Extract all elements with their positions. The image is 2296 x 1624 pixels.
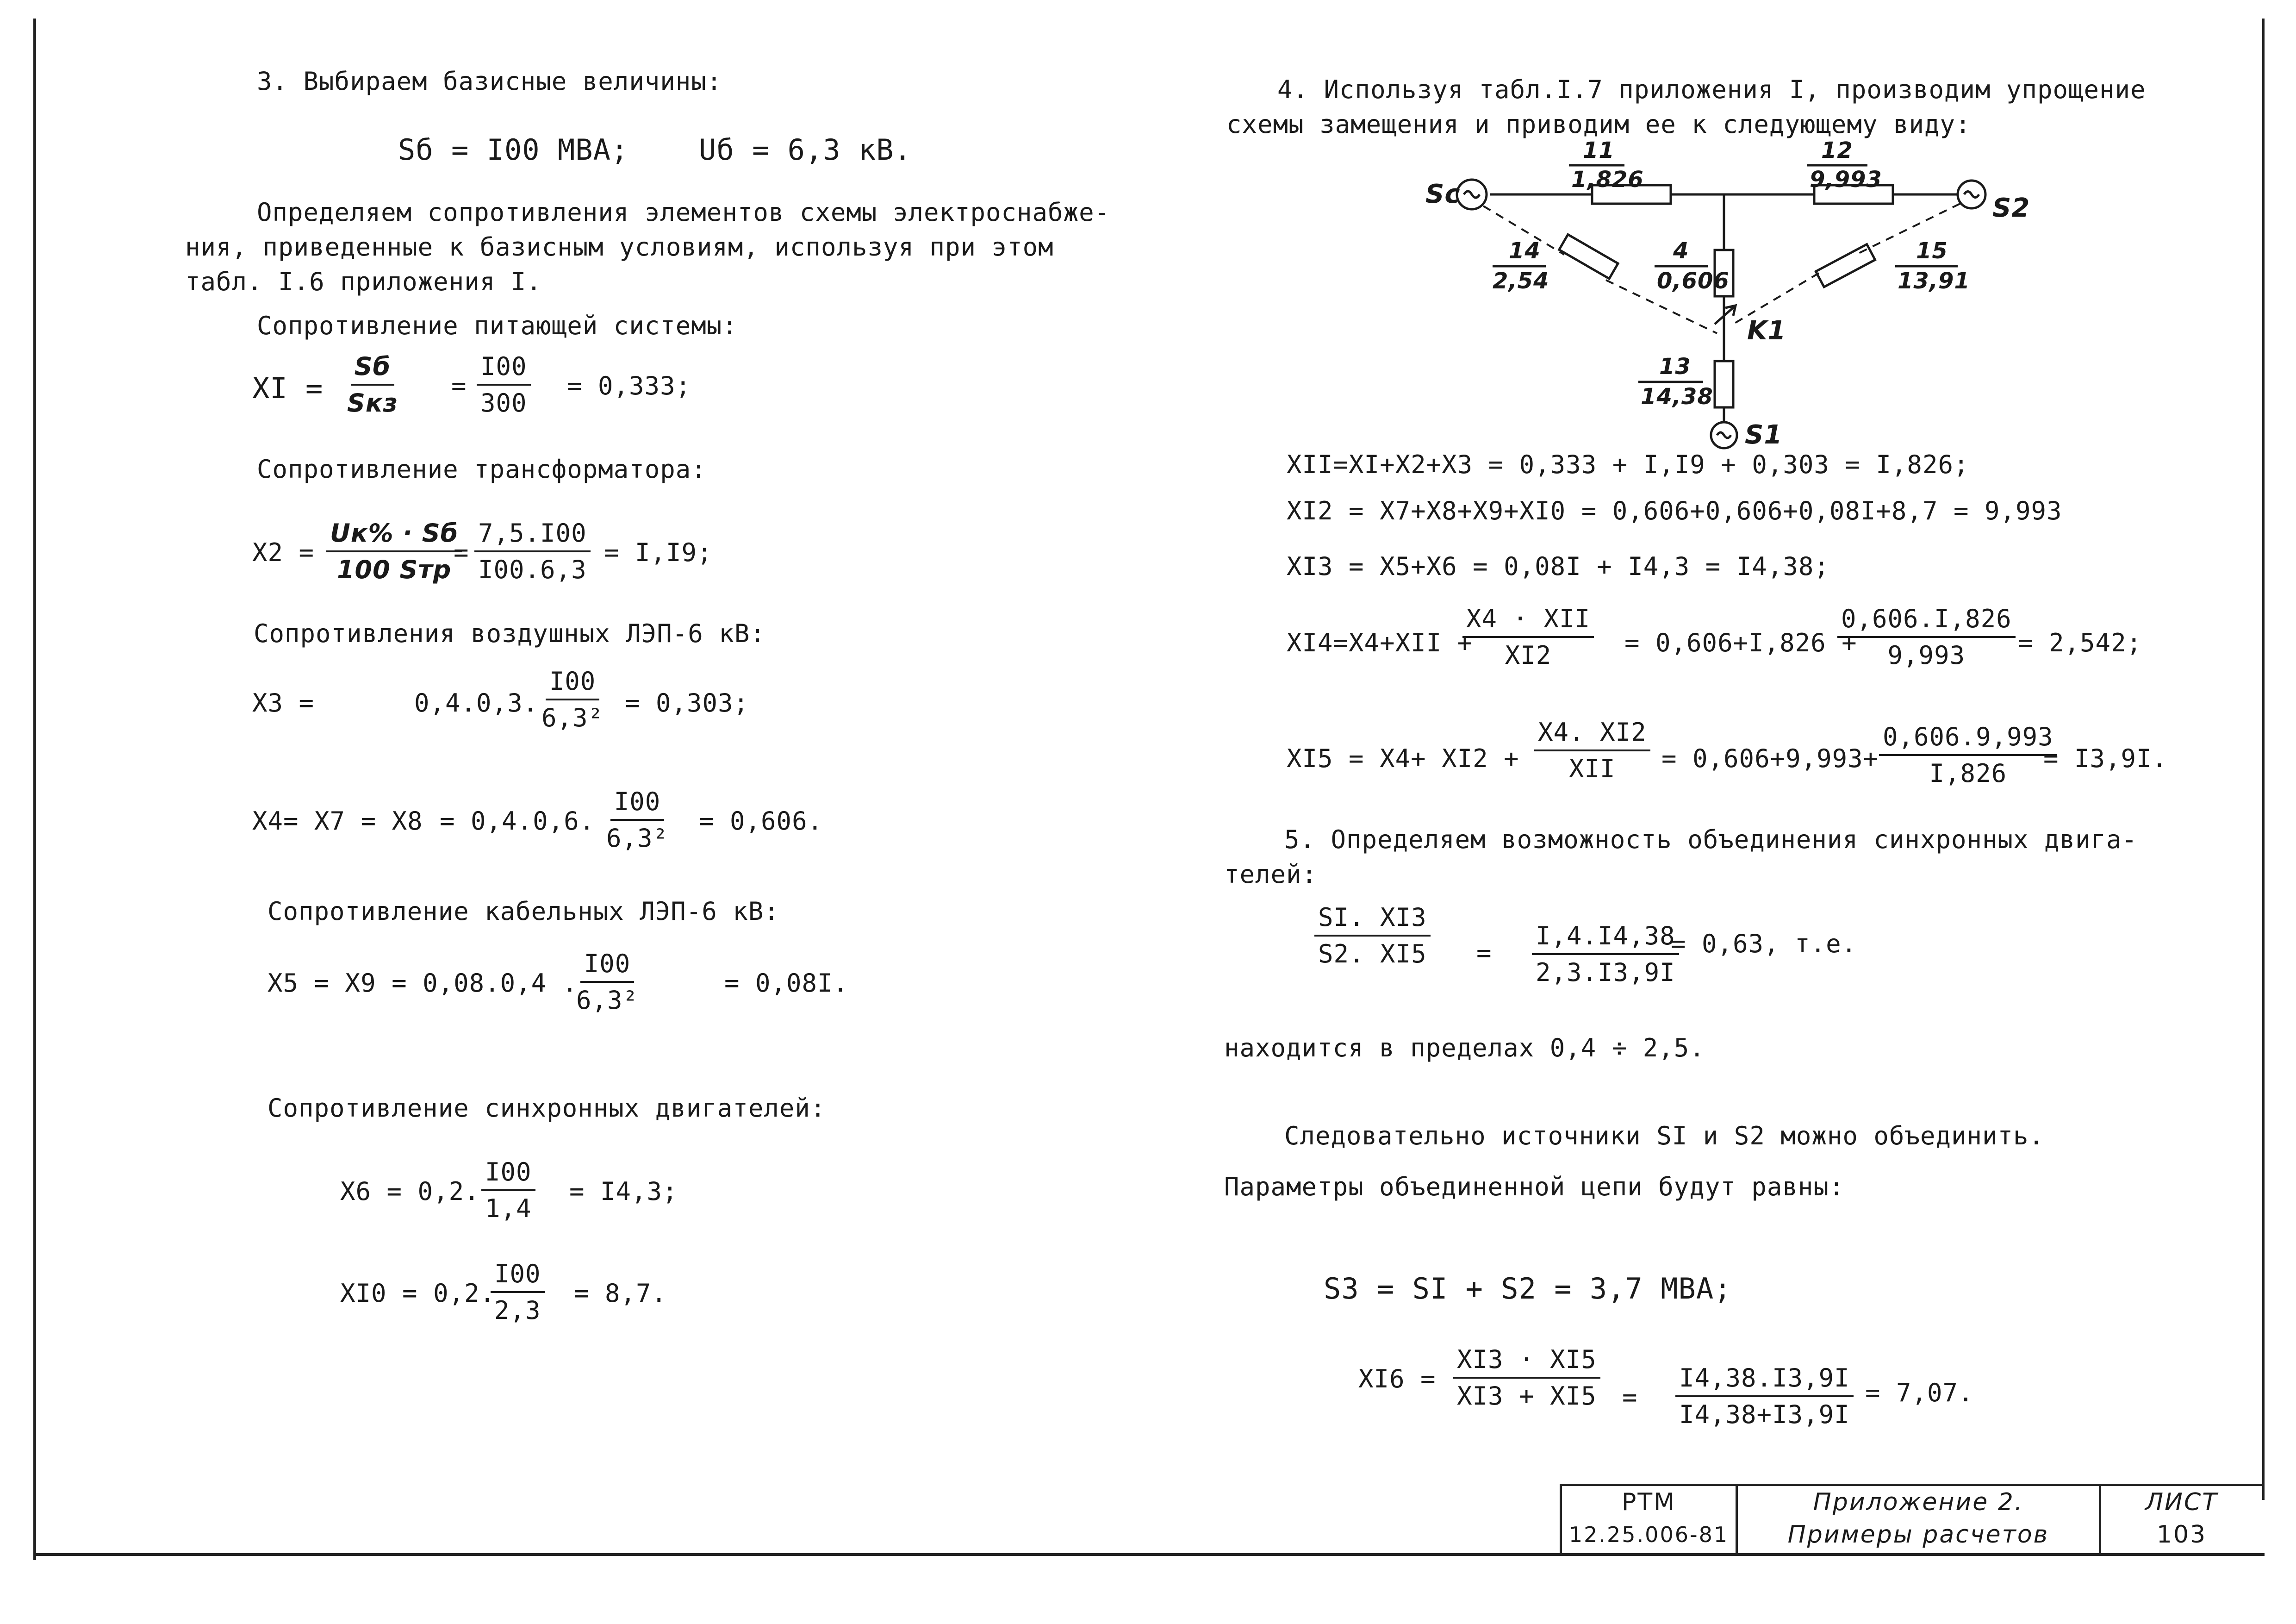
r14-value: 2,54 bbox=[1493, 268, 1549, 294]
x1-den: Sкз bbox=[347, 388, 398, 418]
x6-lhs: X6 = 0,2. bbox=[340, 1177, 480, 1206]
x16-den: XI3 + XI5 bbox=[1457, 1381, 1597, 1411]
x16-num: XI3 · XI5 bbox=[1453, 1345, 1600, 1379]
x15-den2: I,826 bbox=[1929, 759, 2007, 788]
fault-point-k1-label: K1 bbox=[1747, 316, 1786, 346]
x6-num: I00 bbox=[481, 1157, 535, 1191]
frame-border-left bbox=[33, 19, 36, 1560]
x16-lhs: XI6 = bbox=[1358, 1364, 1436, 1393]
x16-result: = 7,07. bbox=[1865, 1378, 1974, 1407]
title-block-title-cell bbox=[1738, 1486, 2101, 1555]
x1-fraction-2 bbox=[477, 352, 531, 418]
x4-fraction bbox=[606, 787, 668, 853]
s3-equation: S3 = SI + S2 = 3,7 МВА; bbox=[1324, 1272, 1732, 1305]
title-line-1: Приложение 2. bbox=[1813, 1488, 2024, 1516]
x1-lhs: XI = bbox=[252, 371, 324, 405]
intro-line-3: табл. I.6 приложения I. bbox=[185, 267, 542, 296]
x10-den: 2,3 bbox=[494, 1296, 541, 1325]
x2-result: = I,I9; bbox=[604, 538, 713, 567]
x6-result: = I4,3; bbox=[569, 1177, 678, 1206]
x14-num2: 0,606.I,826 bbox=[1837, 604, 2016, 638]
ratio-eq: = bbox=[1476, 938, 1492, 968]
x13-equation: XI3 = X5+X6 = 0,08I + I4,3 = I4,38; bbox=[1287, 552, 1829, 581]
conclusion: Следовательно источники SI и S2 можно объединить. bbox=[1284, 1121, 2045, 1150]
x14-result: = 2,542; bbox=[2018, 628, 2142, 657]
x10-lhs: XI0 = 0,2. bbox=[340, 1279, 496, 1308]
x16-den2: I4,38+I3,9I bbox=[1679, 1400, 1850, 1429]
x5-lhs: X5 = X9 = 0,08.0,4 . bbox=[268, 968, 578, 998]
r14-number: 14 bbox=[1509, 238, 1541, 264]
x1-den2: 300 bbox=[480, 388, 527, 418]
x15-num2: 0,606.9,993 bbox=[1879, 722, 2057, 756]
title-line-2: Примеры расчетов bbox=[1787, 1521, 2049, 1549]
r4-number: 4 bbox=[1673, 238, 1689, 264]
x3-den: 6,3² bbox=[541, 703, 604, 732]
overhead-label: Сопротивления воздушных ЛЭП-6 кВ: bbox=[254, 619, 765, 648]
item3-heading: 3. Выбираем базисные величины: bbox=[257, 67, 722, 96]
r4-value: 0,606 bbox=[1657, 268, 1730, 294]
x2-eq: = bbox=[454, 538, 469, 567]
x5-result: = 0,08I. bbox=[724, 968, 849, 998]
x11-equation: XII=XI+X2+X3 = 0,333 + I,I9 + 0,303 = I,826; bbox=[1287, 450, 1969, 479]
doc-code-line-2: 12.25.006-81 bbox=[1568, 1522, 1729, 1547]
x3-result: = 0,303; bbox=[625, 688, 749, 718]
x5-fraction bbox=[576, 949, 638, 1015]
r15-number: 15 bbox=[1916, 238, 1948, 264]
x6-den: 1,4 bbox=[485, 1194, 532, 1223]
ratio-fraction-2 bbox=[1532, 921, 1679, 987]
x2-num2: 7,5.I00 bbox=[474, 518, 591, 552]
x4-num: I00 bbox=[610, 787, 665, 821]
title-block bbox=[1560, 1484, 2265, 1555]
x4-den: 6,3² bbox=[606, 824, 669, 853]
x6-fraction bbox=[481, 1157, 535, 1223]
x16-fraction bbox=[1453, 1345, 1600, 1411]
item4-line-1: 4. Используя табл.I.7 приложения I, производим упрощение bbox=[1277, 75, 2146, 104]
r13-number: 13 bbox=[1659, 354, 1691, 380]
x14-lhs: XI4=X4+XII + bbox=[1287, 628, 1473, 657]
source-s2-label: S2 bbox=[1992, 193, 2030, 223]
x3-lhs: X3 = bbox=[252, 688, 315, 718]
x15-fraction-2 bbox=[1879, 722, 2057, 788]
x15-lhs: XI5 = X4+ XI2 + bbox=[1287, 744, 1519, 773]
x3-expr: 0,4.0,3. bbox=[414, 688, 539, 718]
x4-lhs: X4= X7 = X8 bbox=[252, 806, 423, 836]
item5-line-2: телей: bbox=[1224, 860, 1318, 889]
x4-result: = 0,606. bbox=[699, 806, 823, 836]
frame-border-right bbox=[2262, 19, 2265, 1500]
transformer-label: Сопротивление трансформатора: bbox=[257, 455, 707, 484]
x5-num: I00 bbox=[580, 949, 635, 983]
sheet-label: ЛИСТ bbox=[2145, 1488, 2219, 1516]
title-block-doc-cell bbox=[1562, 1486, 1738, 1555]
x10-fraction bbox=[491, 1259, 545, 1325]
r12-value: 9,993 bbox=[1810, 167, 1882, 193]
x5-den: 6,3² bbox=[576, 986, 639, 1015]
r11-number: 11 bbox=[1583, 137, 1615, 163]
x3-num: I00 bbox=[546, 667, 600, 700]
title-block-sheet-cell bbox=[2101, 1486, 2262, 1555]
x16-fraction-2 bbox=[1675, 1363, 1854, 1429]
x2-fraction bbox=[326, 518, 462, 584]
r13-value: 14,38 bbox=[1641, 384, 1713, 410]
x2-den: 100 Sтр bbox=[336, 555, 452, 584]
sheet-number: 103 bbox=[2156, 1521, 2207, 1549]
source-sc-label: Sc bbox=[1425, 179, 1461, 209]
x10-num: I00 bbox=[491, 1259, 545, 1293]
x2-lhs: X2 = bbox=[252, 538, 315, 567]
x14-den: XI2 bbox=[1505, 641, 1552, 670]
r15-value: 13,91 bbox=[1898, 268, 1970, 294]
x15-fraction bbox=[1534, 718, 1650, 783]
item5-line-1: 5. Определяем возможность объединения синхронных двига- bbox=[1284, 825, 2138, 854]
r11-value: 1,826 bbox=[1571, 167, 1644, 193]
cable-label: Сопротивление кабельных ЛЭП-6 кВ: bbox=[268, 897, 779, 926]
x1-result: = 0,333; bbox=[567, 371, 691, 400]
x2-fraction-2 bbox=[474, 518, 591, 584]
item4-line-2: схемы замещения и приводим ее к следующему виду: bbox=[1226, 110, 1971, 139]
intro-line-1: Определяем сопротивления элементов схемы электроснабже- bbox=[257, 198, 1110, 227]
ratio-result: = 0,63, т.е. bbox=[1671, 929, 1857, 958]
range-statement: находится в пределах 0,4 ÷ 2,5. bbox=[1224, 1033, 1705, 1062]
x14-mid: = 0,606+I,826 + bbox=[1624, 628, 1857, 657]
ratio-num2: I,4.I4,38 bbox=[1532, 921, 1679, 955]
x12-equation: XI2 = X7+X8+X9+XI0 = 0,606+0,606+0,08I+8,7 = 9,993 bbox=[1287, 496, 2062, 525]
motors-label: Сопротивление синхронных двигателей: bbox=[268, 1093, 826, 1123]
system-label: Сопротивление питающей системы: bbox=[257, 311, 738, 340]
x2-num: Uк% · Sб bbox=[326, 518, 462, 552]
base-power: Sб = I00 МВА; bbox=[398, 133, 629, 167]
x1-eq: = bbox=[451, 371, 467, 400]
x10-result: = 8,7. bbox=[574, 1279, 667, 1308]
intro-line-2: ния, приведенные к базисным условиям, используя при этом bbox=[185, 232, 1054, 262]
x4-expr: = 0,4.0,6. bbox=[440, 806, 595, 836]
x14-den2: 9,993 bbox=[1887, 641, 1966, 670]
r12-number: 12 bbox=[1821, 137, 1853, 163]
merged-params-label: Параметры объединенной цепи будут равны: bbox=[1224, 1172, 1845, 1201]
x15-num: X4. XI2 bbox=[1534, 718, 1650, 751]
ratio-fraction bbox=[1314, 903, 1431, 968]
x16-num2: I4,38.I3,9I bbox=[1675, 1363, 1854, 1397]
x14-fraction-2 bbox=[1837, 604, 2016, 670]
ratio-den: S2. XI5 bbox=[1318, 939, 1427, 968]
doc-code-line-1: РТМ bbox=[1622, 1488, 1676, 1516]
x1-num2: I00 bbox=[477, 352, 531, 386]
source-s1-label: S1 bbox=[1745, 420, 1783, 450]
x16-eq: = bbox=[1622, 1383, 1638, 1412]
x15-mid: = 0,606+9,993+ bbox=[1661, 744, 1879, 773]
ratio-num: SI. XI3 bbox=[1314, 903, 1431, 937]
x14-fraction bbox=[1462, 604, 1594, 670]
x2-den2: I00.6,3 bbox=[478, 555, 587, 584]
x14-num: X4 · XII bbox=[1462, 604, 1594, 638]
ratio-den2: 2,3.I3,9I bbox=[1536, 958, 1675, 987]
base-voltage: Uб = 6,3 кВ. bbox=[699, 133, 912, 167]
x1-num: Sб bbox=[351, 352, 395, 386]
x3-fraction bbox=[541, 667, 604, 732]
x15-den: XII bbox=[1569, 754, 1616, 783]
x1-fraction bbox=[347, 352, 398, 418]
x15-result: = I3,9I. bbox=[2043, 744, 2168, 773]
